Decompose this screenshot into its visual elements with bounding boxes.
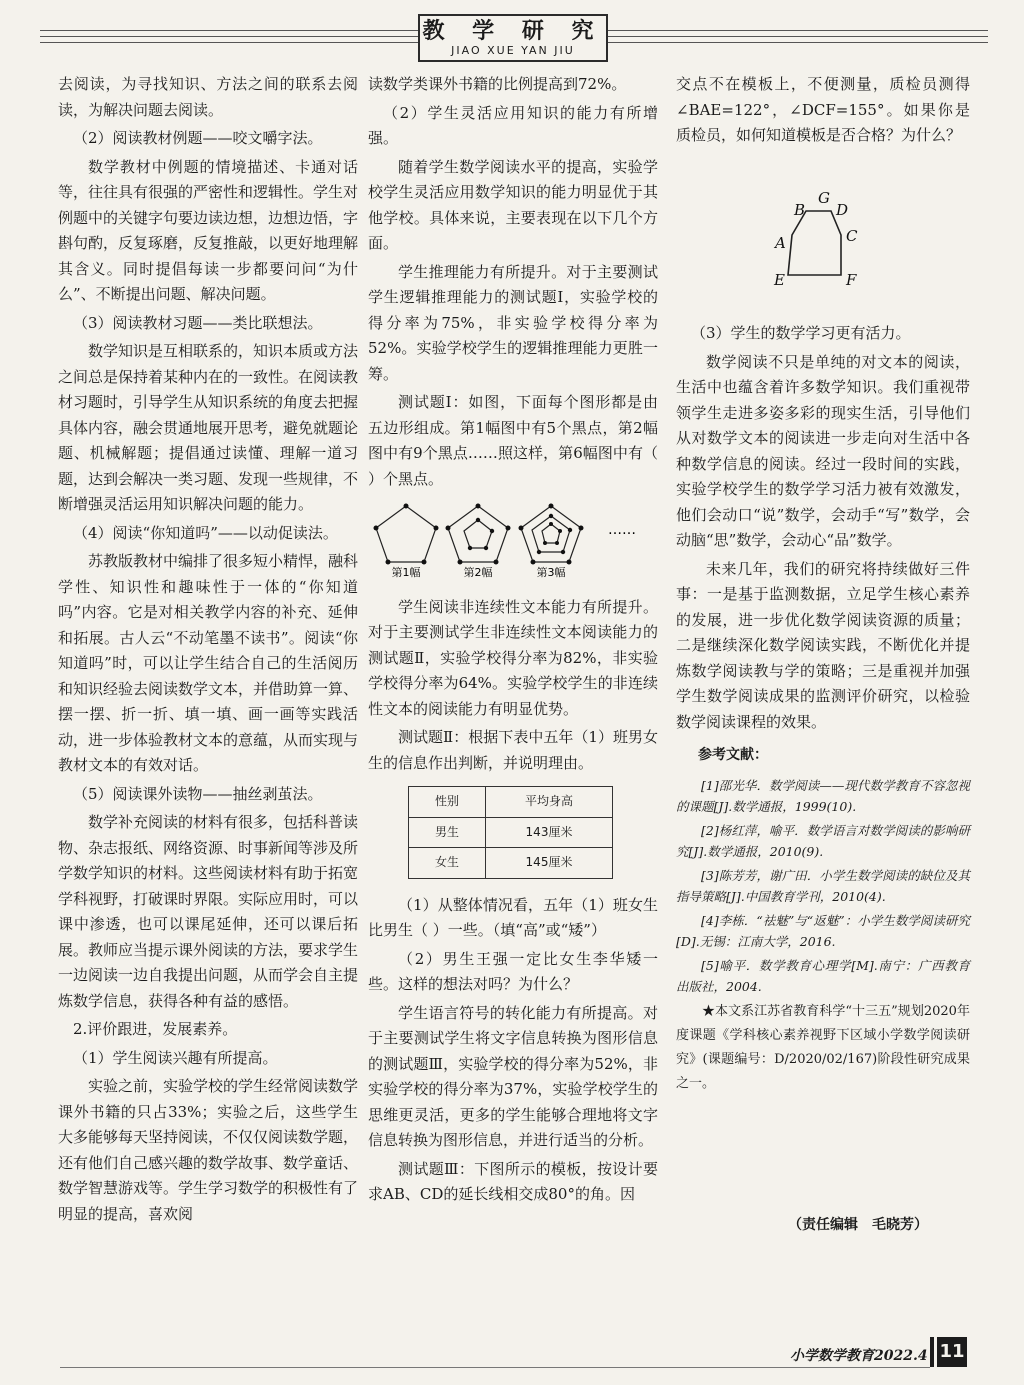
paragraph: 数学补充阅读的材料有很多，包括科普读物、杂志报纸、网络资源、时事新闻等涉及所学数学知识的材料。这些阅读材料有助于拓宽学科视野，打破课时界限。实际应用时，可以课中渗透，也可以课尾延伸，还可以课后拓展。教师应当提示课外阅读的方法，要求学生一边阅读一边自我提出问题，从而学会自主提炼数学信息，获得各种有益的感悟。 [58, 813, 359, 1010]
point-f-label: F [846, 270, 857, 289]
pentagon-3-inner [542, 524, 560, 543]
paragraph: 读数学类课外书籍的比例提高到72%。 [368, 75, 627, 93]
point-b-label: B [794, 200, 806, 219]
section-heading: 2.评价跟进，发展素养。 [73, 1020, 238, 1038]
reference-item: [3]陈芳芳，谢广田．小学生数学阅读的缺位及其指导策略[J].中国教育学刊，2010(4). [676, 867, 970, 904]
subheading: （2）学生灵活应用知识的能力有所增强。 [368, 103, 658, 147]
funding-note: ★本文系江苏省教育科学“十三五”规划2020年度课题《学科核心素养视野下区域小学数学阅读研究》(课题编号：D/2020/02/167)阶段性研究成果之一。 [676, 1003, 970, 1091]
paragraph: （1）从整体情况看，五年（1）班女生比男生（ ）一些。（填“高”或“矮”） [368, 895, 658, 939]
table-header: 性别 [409, 787, 486, 818]
template-diagram [676, 155, 970, 305]
section-title-box [418, 14, 608, 62]
point-a-label: A [775, 233, 786, 252]
references-title: 参考文献： [698, 747, 768, 763]
header-rule-left-top [40, 30, 418, 31]
page-number-bar [930, 1337, 934, 1367]
template-shape [788, 211, 841, 275]
subheading: （4）阅读“你知道吗”——以动促读法。 [73, 523, 338, 542]
reference-item: [5]喻平．数学教育心理学[M].南宁：广西教育出版社，2004. [676, 957, 970, 994]
header-rule-right-top [604, 30, 988, 31]
point-e-label: E [774, 270, 785, 289]
section-title: 教 学 研 究 [422, 18, 604, 44]
figure-label-1: 第1幅 [391, 566, 421, 578]
subheading: （2）阅读教材例题——咬文嚼字法。 [73, 129, 323, 147]
table-row [409, 848, 613, 879]
height-table [408, 786, 613, 879]
paragraph: 数学知识是互相联系的，知识本质或方法之间总是保持着某种内在的一致性。在阅读教材习题时，引导学生从知识系统的角度去把握具体内容，融会贯通地展开思考，避免就题论题、机械解题；提倡通过读懂、理解一道习题，达到会解决一类习题、发现一些规律，不断增强灵活运用知识解决问题的能力。 [58, 342, 359, 513]
subheading: （3）阅读教材习题——类比联想法。 [73, 313, 323, 332]
paragraph: 学生推理能力有所提升。对于主要测试学生逻辑推理能力的测试题Ⅰ，实验学校的得分率为75%，非实验学校得分率为52%。实验学校学生的逻辑推理能力更胜一筹。 [368, 262, 658, 383]
reference-item: [1]邵光华．数学阅读——现代数学教育不容忽视的课题[J].数学通报，1999(10). [676, 777, 970, 814]
paragraph: 测试题Ⅰ：如图，下面每个图形都是由五边形组成。第1幅图中有5个黑点，第2幅图中有9个黑点……照这样，第6幅图中有（ ）个黑点。 [368, 393, 658, 488]
table-cell: 143厘米 [486, 817, 613, 848]
column-left [58, 72, 358, 1230]
pentagon-diagram [368, 498, 658, 578]
subheading: （5）阅读课外读物——抽丝剥茧法。 [73, 784, 323, 803]
point-d-label: D [836, 200, 849, 219]
paragraph: （2）男生王强一定比女生李华矮一些。这样的想法对吗？为什么？ [368, 949, 658, 993]
paragraph: 学生阅读非连续性文本能力有所提升。对于主要测试学生非连续性文本阅读能力的测试题Ⅱ，实验学校得分率为82%，非实验学校得分率为64%。实验学校学生的非连续性文本的阅读能力有明显优势。 [368, 597, 658, 718]
figure-ellipsis: …… [608, 522, 636, 538]
paragraph: 交点不在模板上，不便测量，质检员测得∠BAE=122°，∠DCF=155°。如果你是质检员，如何知道模板是否合格？为什么？ [676, 75, 970, 144]
pentagon-2-outer [448, 506, 508, 562]
figure-label-2: 第2幅 [463, 566, 493, 578]
journal-footer: 小学数学教育2022.4 [790, 1348, 928, 1364]
paragraph: 随着学生数学阅读水平的提高，实验学校学生灵活应用数学知识的能力明显优于其他学校。具体来说，主要表现在以下几个方面。 [368, 157, 658, 252]
paragraph: 测试题Ⅲ：下图所示的模板，按设计要求AB、CD的延长线相交成80°的角。因 [368, 1159, 658, 1203]
header-rule-right-mid [604, 36, 988, 37]
paragraph: 学生语言符号的转化能力有所提高。对于主要测试学生将文字信息转换为图形信息的测试题Ⅲ，实验学校的得分率为52%，非实验学校的得分率为37%，实验学校学生的思维更灵活，更多的学生能够合理地将文字信息转换为图形信息，并进行适当的分析。 [368, 1003, 658, 1149]
section-pinyin: JIAO XUE YAN JIU [451, 44, 575, 57]
page-number: 11 [937, 1337, 967, 1367]
table-cell: 145厘米 [486, 848, 613, 879]
paragraph: 数学阅读不只是单纯的对文本的阅读，生活中也蕴含着许多数学知识。我们重视带领学生走进多姿多彩的现实生活，引导他们从对数学文本的阅读进一步走向对生活中各种数学信息的阅读。经过一段时间的实践，实验学校学生的数学学习活力被有效激发，他们会动口“说”数学，会动手“写”数学，会动脑“思”数学，会动心“品”数学。 [676, 352, 970, 549]
template-figure [676, 155, 970, 314]
pentagon-figure [368, 498, 658, 587]
subheading: （1）学生阅读兴趣有所提高。 [73, 1048, 278, 1067]
table-cell: 男生 [409, 817, 486, 848]
responsible-editor: （责任编辑 毛晓芳） [788, 1217, 928, 1233]
paragraph: 测试题Ⅱ：根据下表中五年（1）班男女生的信息作出判断，并说明理由。 [368, 728, 658, 772]
table-header-row [409, 787, 613, 818]
paragraph: 苏教版教材中编排了很多短小精悍，融科学性、知识性和趣味性于一体的“你知道吗”内容。它是对相关教学内容的补充、延伸和拓展。古人云“不动笔墨不读书”。阅读“你知道吗”时，可以让学生结合自己的生活阅历和知识经验去阅读数学文本，并借助算一算、摆一摆、折一折、填一填、画一画等实践活动，进一步体验教材文本的意蕴，从而实现与教材文本的有效对话。 [58, 552, 359, 774]
header-rule-left-bottom [40, 42, 418, 43]
subheading: （3）学生的数学学习更有活力。 [691, 324, 911, 342]
paragraph: 去阅读，为寻找知识、方法之间的联系去阅读，为解决问题去阅读。 [58, 75, 358, 119]
reference-item: [4]李栋．“祛魅”与“返魅”：小学生数学阅读研究[D].无锡：江南大学，2016. [676, 912, 970, 949]
paragraph: 未来几年，我们的研究将持续做好三件事：一是基于监测数据，立足学生核心素养的发展，进一步优化数学阅读资源的质量；二是继续深化数学阅读实践，不断优化并提炼数学阅读教与学的策略；三是重视并加强学生数学阅读成果的监测评价研究，以检验数学阅读课程的效果。 [676, 559, 970, 731]
table-cell: 女生 [409, 848, 486, 879]
header-rule-right-bottom [604, 42, 988, 43]
page-header [0, 0, 1024, 60]
paragraph: 数学教材中例题的情境描述、卡通对话等，往往具有很强的严密性和逻辑性。学生对例题中的关键字句要边读边想，边想边悟，字斟句酌，反复琢磨，反复推敲，以更好地理解其含义。同时提倡每读一步都要问问“为什么”、不断提出问题、解决问题。 [58, 157, 359, 303]
point-g-label: G [818, 188, 830, 207]
header-rule-left-mid [40, 36, 418, 37]
footer-rule [60, 1367, 930, 1368]
column-right [676, 72, 970, 1099]
paragraph: 实验之前，实验学校的学生经常阅读数学课外书籍的只占33%；实验之后，这些学生大多能够每天坚持阅读，不仅仅阅读数学题，还有他们自己感兴趣的数学故事、数学童话、数学智慧游戏等。学生学习数学的积极性有了明显的提高，喜欢阅 [58, 1077, 359, 1223]
figure-label-3: 第3幅 [536, 566, 566, 578]
pentagon-2-inner [464, 520, 492, 548]
table-header: 平均身高 [486, 787, 613, 818]
table-row [409, 817, 613, 848]
point-c-label: C [846, 226, 858, 245]
pentagon-1 [376, 506, 436, 562]
column-middle [368, 72, 658, 1211]
reference-item: [2]杨红萍，喻平．数学语言对数学阅读的影响研究[J].数学通报，2010(9). [676, 822, 970, 859]
pentagon-3-mid [532, 516, 570, 552]
